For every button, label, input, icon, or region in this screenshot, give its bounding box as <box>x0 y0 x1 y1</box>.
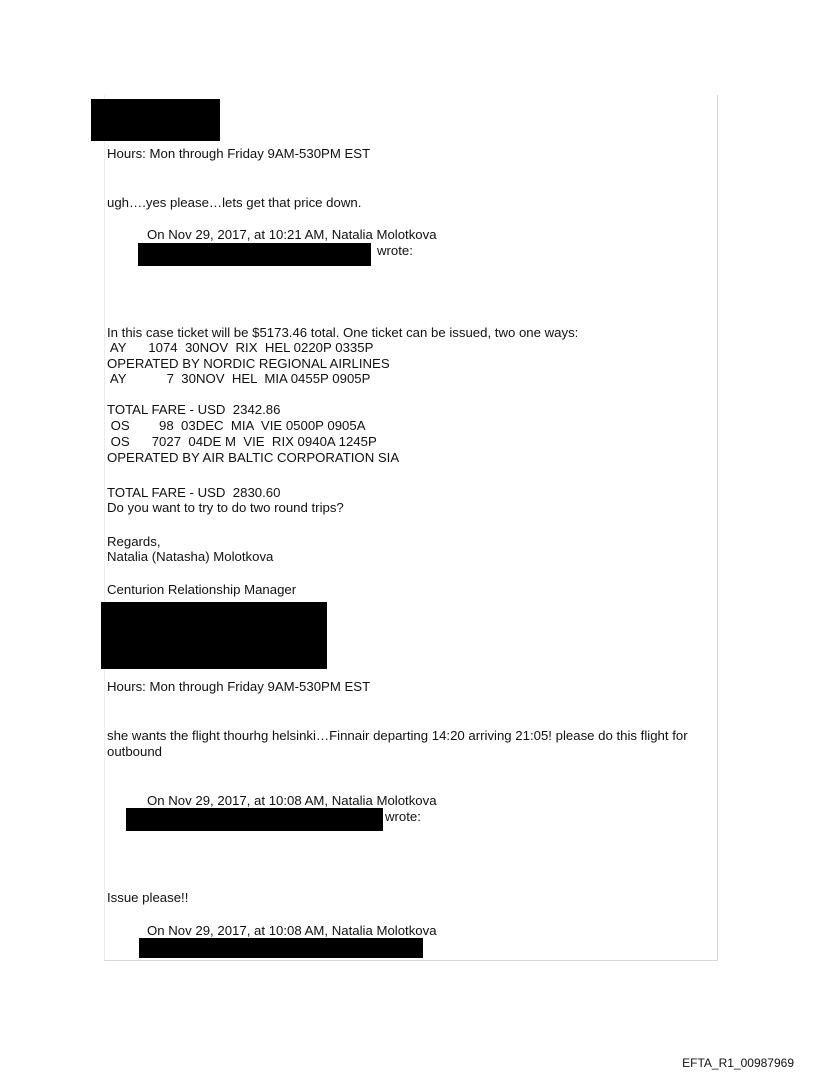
itinerary-line: AY 1074 30NOV RIX HEL 0220P 0335P <box>107 340 374 355</box>
reply-text: Issue please!! <box>107 890 189 905</box>
redaction-block <box>138 243 371 266</box>
quote-header: On Nov 29, 2017, at 10:21 AM, Natalia Molotkova <box>147 227 437 242</box>
signature-name: Natalia (Natasha) Molotkova <box>107 549 274 564</box>
quote-header: On Nov 29, 2017, at 10:08 AM, Natalia Molotkova <box>147 793 437 808</box>
reply-text: she wants the flight thourhg helsinki…Finnair departing 14:20 arriving 21:05! please do this flight for outbound <box>107 728 688 759</box>
total-fare: TOTAL FARE - USD 2830.60 <box>107 485 281 500</box>
quote-header: On Nov 29, 2017, at 10:08 AM, Natalia Molotkova <box>147 923 437 938</box>
body-line: Do you want to try to do two round trips? <box>107 500 344 515</box>
redaction-block <box>139 938 423 958</box>
hours-line: Hours: Mon through Friday 9AM-530PM EST <box>107 679 371 694</box>
quote-wrote: wrote: <box>385 809 421 824</box>
email-frame <box>104 95 718 961</box>
bates-number: EFTA_R1_00987969 <box>682 1056 794 1070</box>
total-fare: TOTAL FARE - USD 2342.86 <box>107 402 281 417</box>
regards: Regards, <box>107 534 161 549</box>
itinerary-line: OPERATED BY NORDIC REGIONAL AIRLINES <box>107 356 390 371</box>
itinerary-line: AY 7 30NOV HEL MIA 0455P 0905P <box>107 371 371 386</box>
itinerary-line: OS 7027 04DE M VIE RIX 0940A 1245P <box>107 434 377 449</box>
signature-title: Centurion Relationship Manager <box>107 582 297 597</box>
itinerary-line: OS 98 03DEC MIA VIE 0500P 0905A <box>107 418 366 433</box>
quote-wrote: wrote: <box>377 243 413 258</box>
body-line: In this case ticket will be $5173.46 total. One ticket can be issued, two one ways: <box>107 325 579 340</box>
redaction-block <box>91 99 220 141</box>
redaction-block <box>101 602 327 669</box>
itinerary-line: OPERATED BY AIR BALTIC CORPORATION SIA <box>107 450 400 465</box>
hours-line: Hours: Mon through Friday 9AM-530PM EST <box>107 146 371 161</box>
redaction-block <box>126 808 383 831</box>
reply-text: ugh….yes please…lets get that price down. <box>107 195 362 210</box>
